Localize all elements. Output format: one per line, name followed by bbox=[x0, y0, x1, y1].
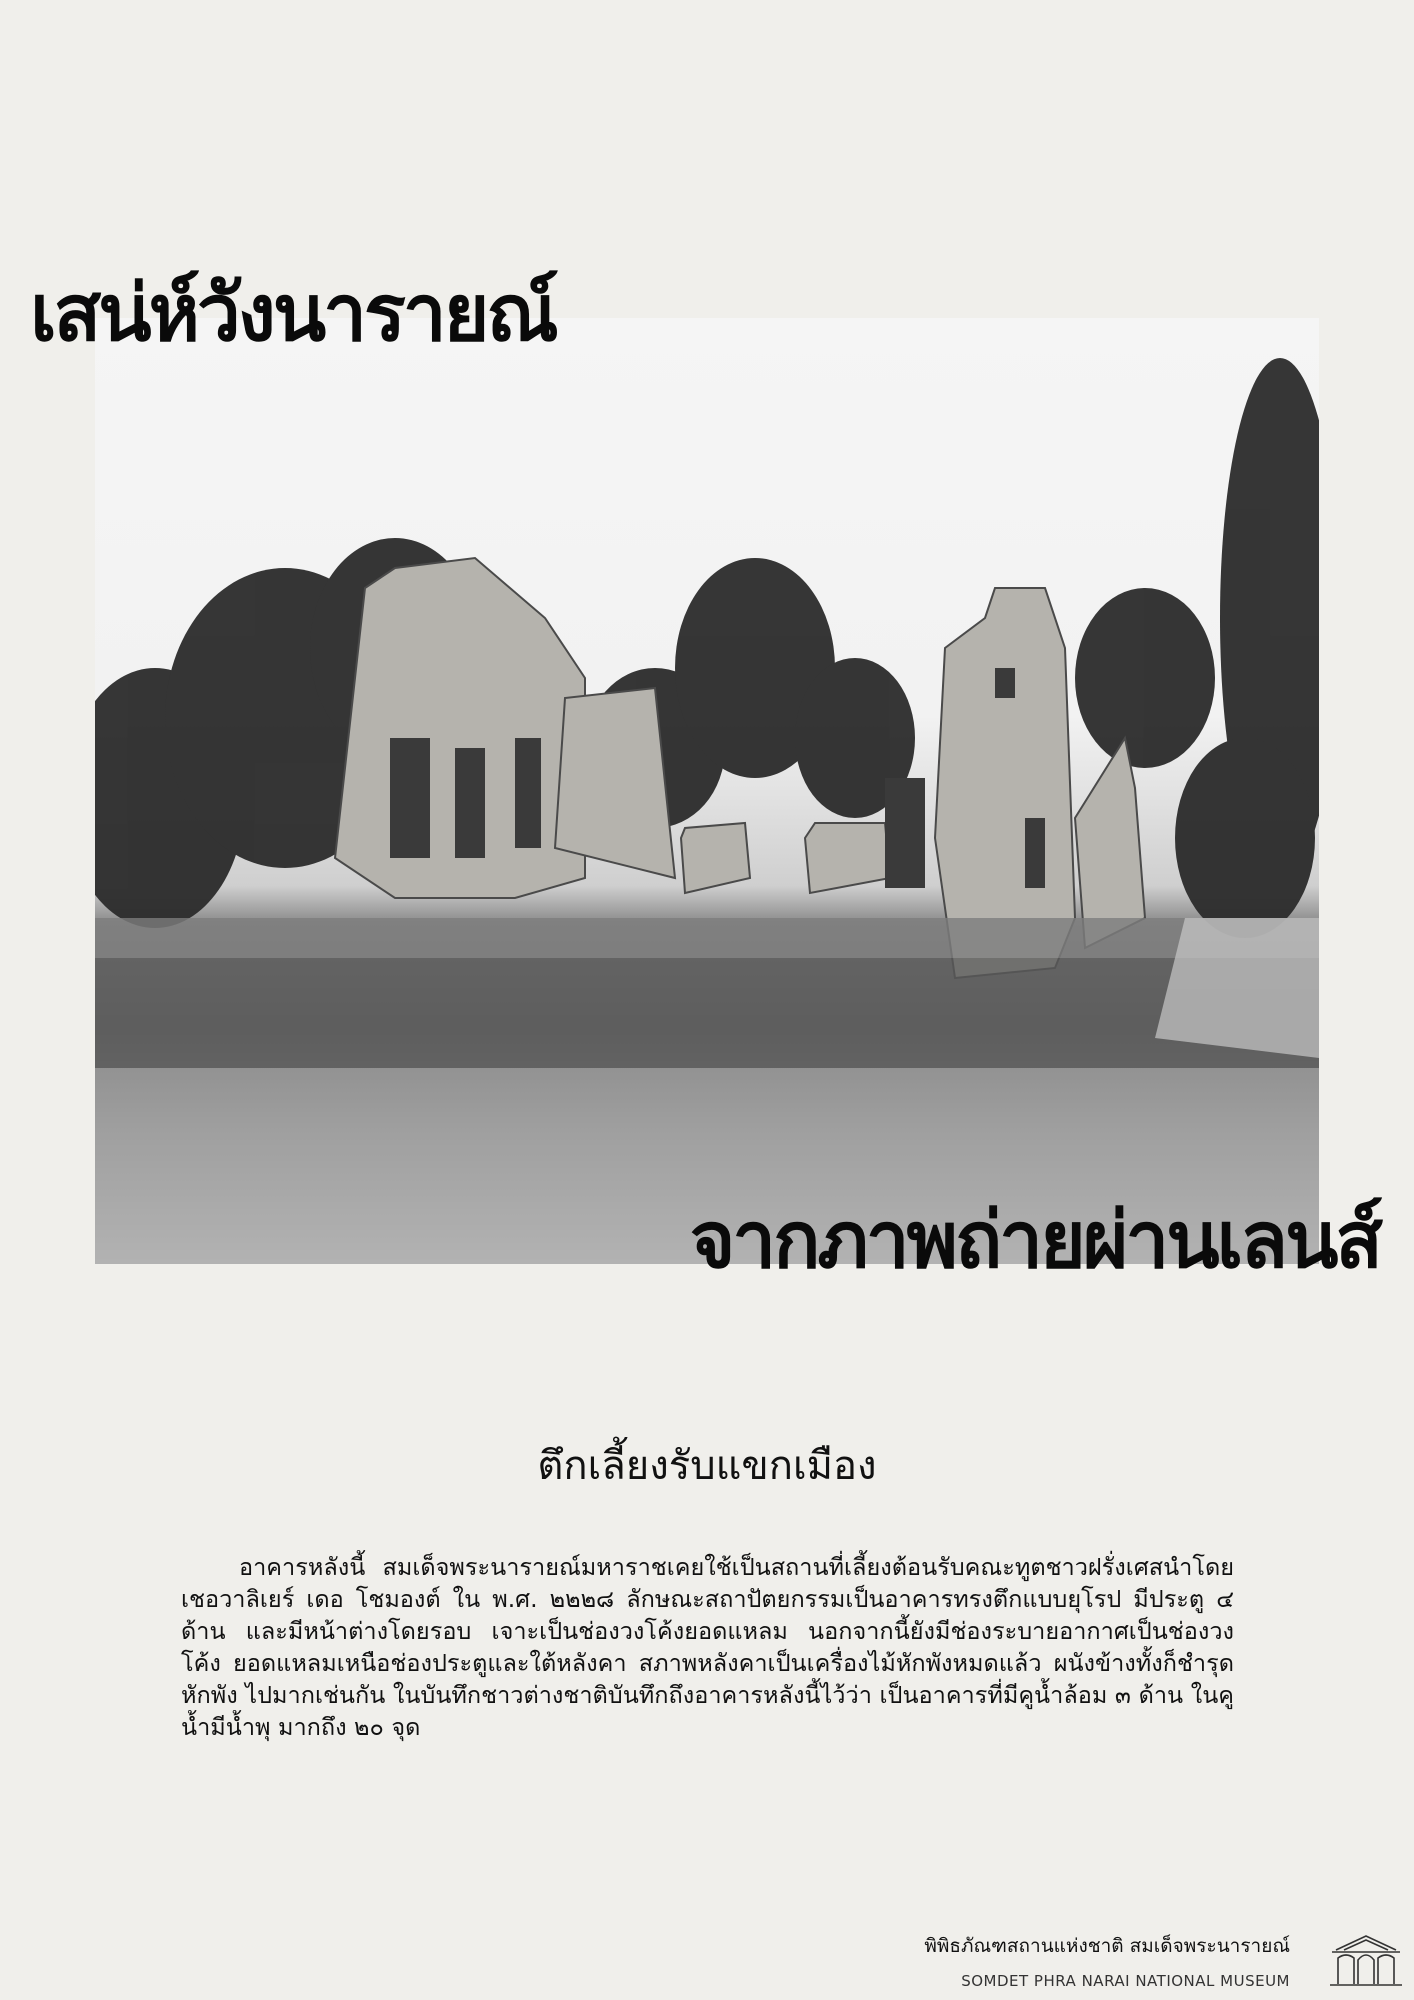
ruins-photo-drawing bbox=[95, 318, 1319, 1264]
article-heading: ตึกเลี้ยงรับแขกเมือง bbox=[537, 1443, 877, 1489]
museum-name-thai: พิพิธภัณฑสถานแห่งชาติ สมเด็จพระนารายณ์ bbox=[924, 1935, 1290, 1957]
ruins-photo bbox=[95, 318, 1319, 1264]
museum-credit bbox=[924, 1932, 1290, 1994]
museum-name-english: SOMDET PHRA NARAI NATIONAL MUSEUM bbox=[961, 1972, 1290, 1990]
museum-gate-icon bbox=[1326, 1928, 1406, 1988]
article-body: อาคารหลังนี้ สมเด็จพระนารายณ์มหาราชเคยใช้เป็นสถานที่เลี้ยงต้อนรับคณะทูตชาวฝรั่งเศสนำโดย เชอวาลิเยร์ เดอ โชมองต์ ใน พ.ศ. ๒๒๒๘ ลักษณะสถาปัตยกรรมเป็นอาคารทรงตึกแบบยุโรป มีประตู ๔ ด้าน และมีหน้าต่างโดยรอบ เจาะเป็นช่องวงโค้งยอดแหลม นอกจากนี้ยังมีช่องระบายอากาศเป็นช่องวงโค้ง ยอดแหลมเหนือช่องประตูและใต้หลังคา สภาพหลังคาเป็นเครื่องไม้หักพังหมดแล้ว ผนังข้างทั้งก็ชำรุดหักพัง ไปมากเช่นกัน ในบันทึกชาวต่างชาติบันทึกถึงอาคารหลังนี้ไว้ว่า เป็นอาคารที่มีคูน้ำล้อม ๓ ด้าน ในคูน้ำมีน้ำพุ มากถึง ๒๐ จุด bbox=[181, 1553, 1234, 1741]
title-bottom: จากภาพถ่ายผ่านเลนส์ bbox=[689, 1196, 1380, 1286]
title-top: เสน่ห์วังนารายณ์ bbox=[30, 269, 556, 359]
